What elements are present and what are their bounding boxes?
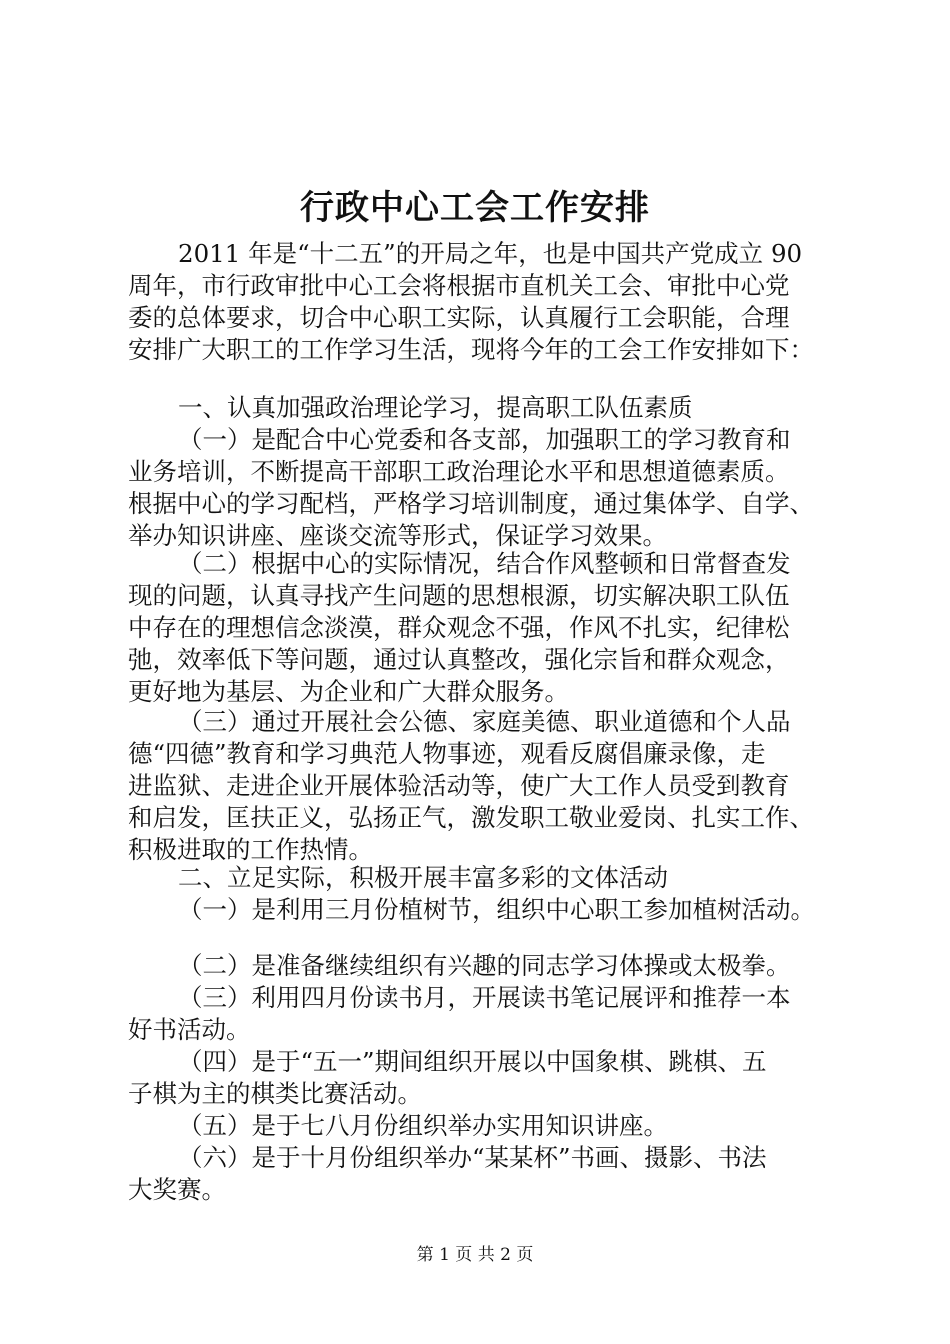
page-footer: 第 1 页 共 2 页 (416, 1245, 534, 1265)
paragraph-line: 现的问题，认真寻找产生问题的思想根源，切实解决职工队伍 (128, 581, 790, 610)
paragraph-line: 子棋为主的棋类比赛活动。 (128, 1079, 422, 1108)
paragraph-line: 积极进取的工作热情。 (128, 835, 373, 864)
paragraph-line: 更好地为基层、为企业和广大群众服务。 (128, 677, 569, 706)
paragraph-line: （三）通过开展社会公德、家庭美德、职业道德和个人品 (178, 707, 791, 736)
paragraph-line: （二）根据中心的实际情况，结合作风整顿和日常督查发 (178, 549, 791, 578)
paragraph-line: 中存在的理想信念淡漠，群众观念不强，作风不扎实，纪律松 (128, 613, 790, 642)
section-heading: 一、认真加强政治理论学习，提高职工队伍素质 (178, 393, 693, 422)
paragraph-line: （五）是于七八月份组织举办实用知识讲座。 (178, 1111, 668, 1140)
paragraph-line: （一）是利用三月份植树节，组织中心职工参加植树活动。 (178, 895, 815, 924)
paragraph-line: 根据中心的学习配档，严格学习培训制度，通过集体学、自学、 (128, 489, 814, 518)
paragraph-line: （六）是于十月份组织举办“某某杯”书画、摄影、书法 (178, 1143, 767, 1172)
paragraph-line: （一）是配合中心党委和各支部，加强职工的学习教育和 (178, 425, 791, 454)
paragraph-line: （三）利用四月份读书月，开展读书笔记展评和推荐一本 (178, 983, 791, 1012)
paragraph-line: 好书活动。 (128, 1015, 251, 1044)
paragraph-line: 周年，市行政审批中心工会将根据市直机关工会、审批中心党 (128, 271, 790, 300)
page-title: 行政中心工会工作安排 (300, 188, 650, 228)
paragraph-line: 德“四德”教育和学习典范人物事迹，观看反腐倡廉录像，走 (128, 739, 766, 768)
paragraph-line: 安排广大职工的工作学习生活，现将今年的工会工作安排如下： (128, 335, 814, 364)
paragraph-line: （四）是于“五一”期间组织开展以中国象棋、跳棋、五 (178, 1047, 767, 1076)
section-heading: 二、立足实际，积极开展丰富多彩的文体活动 (178, 863, 668, 892)
paragraph-line: 委的总体要求，切合中心职工实际，认真履行工会职能，合理 (128, 303, 790, 332)
paragraph-line: 进监狱、走进企业开展体验活动等，使广大工作人员受到教育 (128, 771, 790, 800)
paragraph-line: 大奖赛。 (128, 1175, 226, 1204)
paragraph-line: （二）是准备继续组织有兴趣的同志学习体操或太极拳。 (178, 951, 791, 980)
paragraph-line: 和启发，匡扶正义，弘扬正气，激发职工敬业爱岗、扎实工作、 (128, 803, 814, 832)
paragraph-line: 业务培训，不断提高干部职工政治理论水平和思想道德素质。 (128, 457, 790, 486)
paragraph-line: 2011 年是“十二五”的开局之年，也是中国共产党成立 90 (178, 239, 803, 268)
paragraph-line: 举办知识讲座、座谈交流等形式，保证学习效果。 (128, 521, 667, 550)
paragraph-line: 弛，效率低下等问题，通过认真整改，强化宗旨和群众观念， (128, 645, 790, 674)
